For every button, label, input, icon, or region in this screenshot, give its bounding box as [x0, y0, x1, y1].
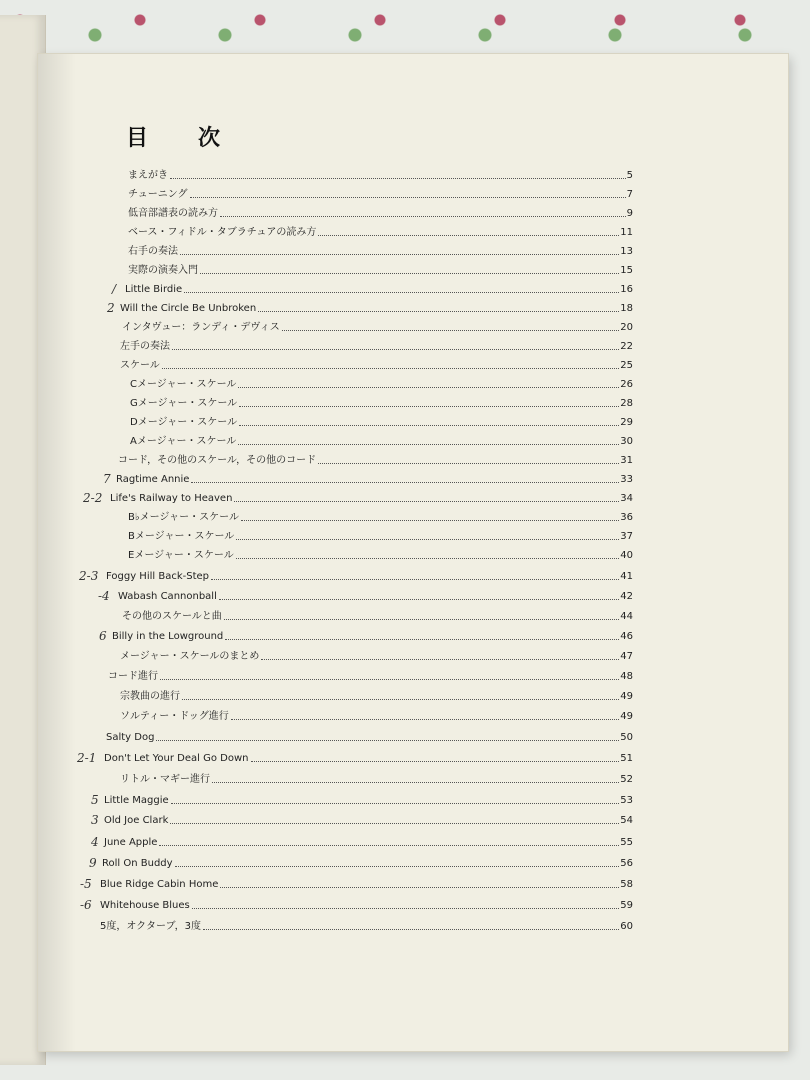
dot-leader [180, 254, 619, 255]
toc-entry [107, 297, 633, 315]
toc-entry-title: Wabash Cannonball [118, 591, 217, 602]
handwritten-mark: 5 [91, 793, 99, 807]
toc-entry-page-number: 40 [620, 550, 633, 561]
toc-entry-page-number: 53 [620, 795, 633, 806]
dot-leader [236, 539, 619, 540]
toc-entry-title: 低音部譜表の読み方 [128, 208, 218, 219]
toc-entry-page-number: 52 [620, 774, 633, 785]
dot-leader [258, 311, 619, 312]
toc-entry [128, 164, 633, 182]
toc-entry-page-number: 42 [620, 591, 633, 602]
dot-leader [191, 482, 619, 483]
toc-entry-title: リトル・マギー進行 [120, 774, 210, 785]
toc-entry-page-number: 22 [620, 341, 633, 352]
handwritten-mark: 2-1 [77, 751, 97, 765]
book-page [38, 54, 788, 1051]
toc-entry [128, 240, 633, 258]
toc-entry-page-number: 60 [620, 921, 633, 932]
toc-entry-title: Billy in the Lowground [112, 631, 224, 642]
dot-leader [219, 599, 619, 600]
toc-entry-page-number: 44 [620, 611, 633, 622]
toc-entry-title: Will the Circle Be Unbroken [120, 303, 257, 314]
dot-leader [200, 273, 619, 274]
toc-entry-title: Roll On Buddy [102, 858, 173, 869]
toc-entry-title: メージャー・スケールのまとめ [120, 651, 260, 662]
toc-entry [128, 544, 633, 562]
toc-entry-title: Aメージャー・スケール [130, 436, 237, 447]
dot-leader [251, 761, 620, 762]
handwritten-mark: / [112, 282, 117, 296]
dot-leader [236, 558, 620, 559]
toc-entry [128, 525, 633, 543]
toc-entry-title: Ragtime Annie [116, 474, 190, 485]
toc-entry-page-number: 7 [626, 189, 633, 200]
dot-leader [224, 619, 619, 620]
handwritten-mark: 9 [89, 856, 97, 870]
toc-entry [80, 873, 633, 891]
toc-entry-title: Life's Railway to Heaven [110, 493, 233, 504]
dot-leader [170, 178, 626, 179]
toc-entry-page-number: 11 [620, 227, 633, 238]
toc-entry-title: Little Maggie [104, 795, 169, 806]
dot-leader [239, 425, 619, 426]
toc-entry-title: Little Birdie [125, 284, 183, 295]
toc-entry-page-number: 49 [620, 711, 633, 722]
toc-entry-page-number: 9 [626, 208, 633, 219]
toc-entry-page-number: 49 [620, 691, 633, 702]
toc-entry-page-number: 59 [620, 900, 633, 911]
dot-leader [238, 444, 619, 445]
dot-leader [220, 216, 626, 217]
dot-leader [159, 845, 619, 846]
toc-entry [130, 411, 633, 429]
toc-entry-page-number: 55 [620, 837, 633, 848]
handwritten-mark: 3 [91, 813, 99, 827]
toc-entry-page-number: 56 [620, 858, 633, 869]
toc-entry-title: Blue Ridge Cabin Home [100, 879, 219, 890]
toc-entry [83, 487, 633, 505]
toc-entry [91, 809, 633, 827]
toc-entry-page-number: 58 [620, 879, 633, 890]
dot-leader [212, 782, 619, 783]
toc-entry [120, 645, 633, 663]
toc-entry-page-number: 33 [620, 474, 633, 485]
toc-entry-title: スケール [120, 360, 160, 371]
toc-entry-title: コード進行 [108, 671, 158, 682]
toc-entry-page-number: 48 [620, 671, 633, 682]
toc-entry-page-number: 54 [620, 815, 633, 826]
toc-entry-page-number: 5 [626, 170, 633, 181]
toc-entry [128, 202, 633, 220]
toc-entry [128, 259, 633, 277]
toc-entry-title: インタヴュー：ランディ・デヴィス [122, 322, 280, 333]
toc-entry-page-number: 25 [620, 360, 633, 371]
dot-leader [190, 197, 626, 198]
toc-entry-page-number: 46 [620, 631, 633, 642]
toc-entry-title: Foggy Hill Back-Step [106, 571, 209, 582]
dot-leader [231, 719, 619, 720]
dot-leader [162, 368, 619, 369]
toc-entry-title: 5度，オクターブ，3度 [100, 921, 202, 932]
toc-entry-title: まえがき [128, 170, 168, 181]
toc-entry [130, 392, 633, 410]
toc-entry-title: その他のスケールと曲 [122, 611, 222, 622]
toc-entry-title: Bメージャー・スケール [128, 531, 235, 542]
dot-leader [318, 463, 619, 464]
handwritten-mark: 2 [107, 301, 115, 315]
toc-entry [91, 789, 633, 807]
toc-entry-title: Old Joe Clark [104, 815, 169, 826]
handwritten-mark: -5 [80, 877, 92, 891]
page-heading: 目 次 [126, 126, 235, 151]
toc-entry-page-number: 30 [620, 436, 633, 447]
toc-entry-title: Whitehouse Blues [100, 900, 190, 911]
dot-leader [160, 679, 619, 680]
toc-entry [91, 831, 633, 849]
dot-leader [261, 659, 619, 660]
toc-entry [122, 605, 633, 623]
toc-entry-page-number: 36 [620, 512, 633, 523]
handwritten-mark: 2-2 [83, 491, 103, 505]
toc-entry-page-number: 51 [620, 753, 633, 764]
toc-entry [130, 430, 633, 448]
toc-entry [98, 585, 633, 603]
toc-entry-title: Eメージャー・スケール [128, 550, 234, 561]
dot-leader [170, 823, 619, 824]
toc-entry [120, 335, 633, 353]
toc-entry [120, 685, 633, 703]
dot-leader [211, 579, 619, 580]
dot-leader [156, 740, 619, 741]
toc-entry-page-number: 26 [620, 379, 633, 390]
toc-entry-title: 右手の奏法 [128, 246, 178, 257]
toc-entry [106, 726, 633, 744]
toc-entry-page-number: 50 [620, 732, 633, 743]
toc-entry [103, 468, 633, 486]
toc-entry [128, 221, 633, 239]
dot-leader [203, 929, 619, 930]
dot-leader [175, 866, 620, 867]
dot-leader [220, 887, 619, 888]
toc-entry-page-number: 20 [620, 322, 633, 333]
toc-entry-page-number: 13 [620, 246, 633, 257]
dot-leader [239, 406, 619, 407]
toc-entry [108, 665, 633, 683]
toc-entry-page-number: 47 [620, 651, 633, 662]
toc-entry [120, 354, 633, 372]
toc-entry-title: ソルティー・ドッグ進行 [120, 711, 229, 722]
dot-leader [192, 908, 620, 909]
toc-entry-page-number: 31 [620, 455, 633, 466]
table-of-contents [38, 54, 788, 1051]
handwritten-mark: 7 [103, 472, 111, 486]
toc-entry [77, 747, 633, 765]
toc-entry-title: ベース・フィドル・タブラチュアの読み方 [128, 227, 317, 238]
toc-entry [89, 852, 633, 870]
dot-leader [318, 235, 619, 236]
handwritten-mark: -6 [80, 898, 92, 912]
handwritten-mark: 6 [99, 629, 107, 643]
toc-entry-title: Dメージャー・スケール [130, 417, 238, 428]
toc-entry-page-number: 41 [620, 571, 633, 582]
toc-entry-page-number: 37 [620, 531, 633, 542]
toc-entry [79, 565, 633, 583]
dot-leader [238, 387, 619, 388]
toc-entry-title: 宗教曲の進行 [120, 691, 180, 702]
toc-entry [100, 915, 633, 933]
toc-entry-page-number: 15 [620, 265, 633, 276]
toc-entry-title: B♭メージャー・スケール [128, 512, 239, 523]
toc-entry [130, 373, 633, 391]
dot-leader [182, 699, 619, 700]
toc-entry [112, 278, 633, 296]
toc-entry [99, 625, 633, 643]
toc-entry-title: 実際の演奏入門 [128, 265, 198, 276]
toc-entry [128, 183, 633, 201]
toc-entry-title: コード，その他のスケール，その他のコード [118, 455, 317, 466]
toc-entry-page-number: 29 [620, 417, 633, 428]
toc-entry-title: Salty Dog [106, 732, 155, 743]
toc-entry-title: チューニング [128, 189, 188, 200]
handwritten-mark: 2-3 [79, 569, 99, 583]
toc-entry-title: Don't Let Your Deal Go Down [104, 753, 249, 764]
handwritten-mark: 4 [91, 835, 99, 849]
toc-entry [122, 316, 633, 334]
toc-entry [120, 768, 633, 786]
toc-entry-page-number: 28 [620, 398, 633, 409]
dot-leader [172, 349, 619, 350]
toc-entry-page-number: 16 [620, 284, 633, 295]
toc-entry [120, 705, 633, 723]
toc-entry-title: 左手の奏法 [120, 341, 170, 352]
toc-entry-page-number: 34 [620, 493, 633, 504]
dot-leader [234, 501, 619, 502]
dot-leader [282, 330, 619, 331]
toc-entry-page-number: 18 [620, 303, 633, 314]
handwritten-mark: -4 [98, 589, 110, 603]
dot-leader [225, 639, 619, 640]
toc-entry-title: Gメージャー・スケール [130, 398, 238, 409]
toc-entry-title: June Apple [104, 837, 158, 848]
dot-leader [184, 292, 619, 293]
toc-entry [80, 894, 633, 912]
dot-leader [171, 803, 620, 804]
toc-entry [128, 506, 633, 524]
dot-leader [241, 520, 619, 521]
toc-entry-title: Cメージャー・スケール [130, 379, 237, 390]
toc-entry [118, 449, 633, 467]
